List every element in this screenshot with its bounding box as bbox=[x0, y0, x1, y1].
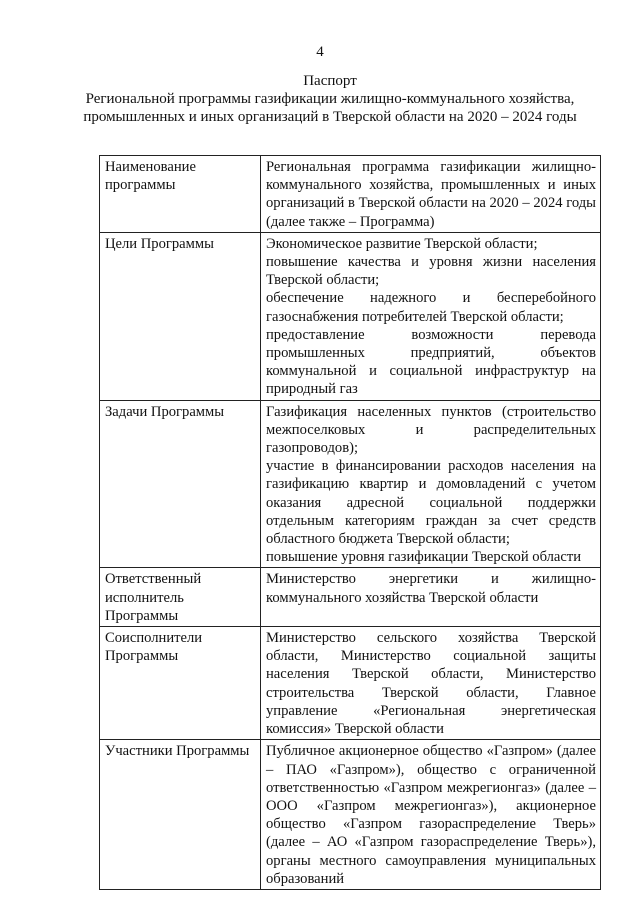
row-paragraph: Газификация населенных пунктов (строительство межпоселковых и распределительных газопроводов); bbox=[266, 403, 596, 457]
page-number: 4 bbox=[316, 44, 324, 60]
row-paragraph: участие в финансировании расходов населения на газификацию квартир и домовладений с учетом оказания адресной социальной поддержки отдельным категориям граждан за счет средств областного бюджета Тверской области; bbox=[266, 458, 596, 548]
table-row-program-name bbox=[100, 156, 601, 233]
passport-header bbox=[60, 72, 600, 126]
row-label: Участники Программы bbox=[100, 740, 261, 890]
row-value bbox=[261, 740, 601, 890]
row-paragraph: Экономическое развитие Тверской области; bbox=[266, 235, 538, 252]
row-value bbox=[261, 232, 601, 400]
table-row-co-executors bbox=[100, 627, 601, 740]
table-row-tasks bbox=[100, 400, 601, 568]
row-paragraph: Региональная программа газификации жилищно-коммунального хозяйства, промышленных и иных организаций в Тверской области на 2020 – 2024 годы (далее также – Программа) bbox=[266, 159, 596, 230]
passport-table bbox=[99, 155, 601, 890]
row-paragraph: Министерство сельского хозяйства Тверской области, Министерство социальной защиты населения Тверской области, Министерство строительства Тверской области, Главное управление «Региональная энергетическая комиссия» Тверской области bbox=[266, 630, 596, 738]
table-row-responsible-executor bbox=[100, 568, 601, 627]
row-label: Соисполнители Программы bbox=[100, 627, 261, 740]
row-value bbox=[261, 568, 601, 627]
table-row-participants bbox=[100, 740, 601, 890]
row-label: Наименование программы bbox=[100, 156, 261, 233]
row-paragraph: обеспечение надежного и бесперебойного газоснабжения потребителей Тверской области; bbox=[266, 290, 596, 325]
row-paragraph: повышение уровня газификации Тверской области bbox=[266, 549, 582, 566]
row-paragraph: Министерство энергетики и жилищно-коммунального хозяйства Тверской области bbox=[266, 571, 596, 606]
program-title-line-2: промышленных и иных организаций в Тверской области на 2020 – 2024 годы bbox=[83, 109, 577, 125]
program-title-line-1: Региональной программы газификации жилищно-коммунального хозяйства, bbox=[85, 91, 575, 107]
row-value bbox=[261, 156, 601, 233]
row-paragraph: Публичное акционерное общество «Газпром» (далее – ПАО «Газпром»), общество с ограниченной ответственностью «Газпром межрегионгаз» (далее – ООО «Газпром межрегионгаз»), акционерное общество «Газпром газораспределение Тверь» (далее – АО «Газпром газораспределение Тверь»), органы местного самоуправления муниципальных образований bbox=[266, 743, 596, 887]
row-paragraph: предоставление возможности перевода промышленных предприятий, объектов коммунальной и социальной инфраструктур на природный газ bbox=[266, 326, 596, 398]
row-value bbox=[261, 400, 601, 568]
row-label: Задачи Программы bbox=[100, 400, 261, 568]
row-value bbox=[261, 627, 601, 740]
row-paragraph: повышение качества и уровня жизни населения Тверской области; bbox=[266, 254, 596, 289]
passport-title: Паспорт bbox=[303, 73, 357, 89]
row-label: Цели Программы bbox=[100, 232, 261, 400]
row-label: Ответственный исполнитель Программы bbox=[100, 568, 261, 627]
table-row-goals bbox=[100, 232, 601, 400]
